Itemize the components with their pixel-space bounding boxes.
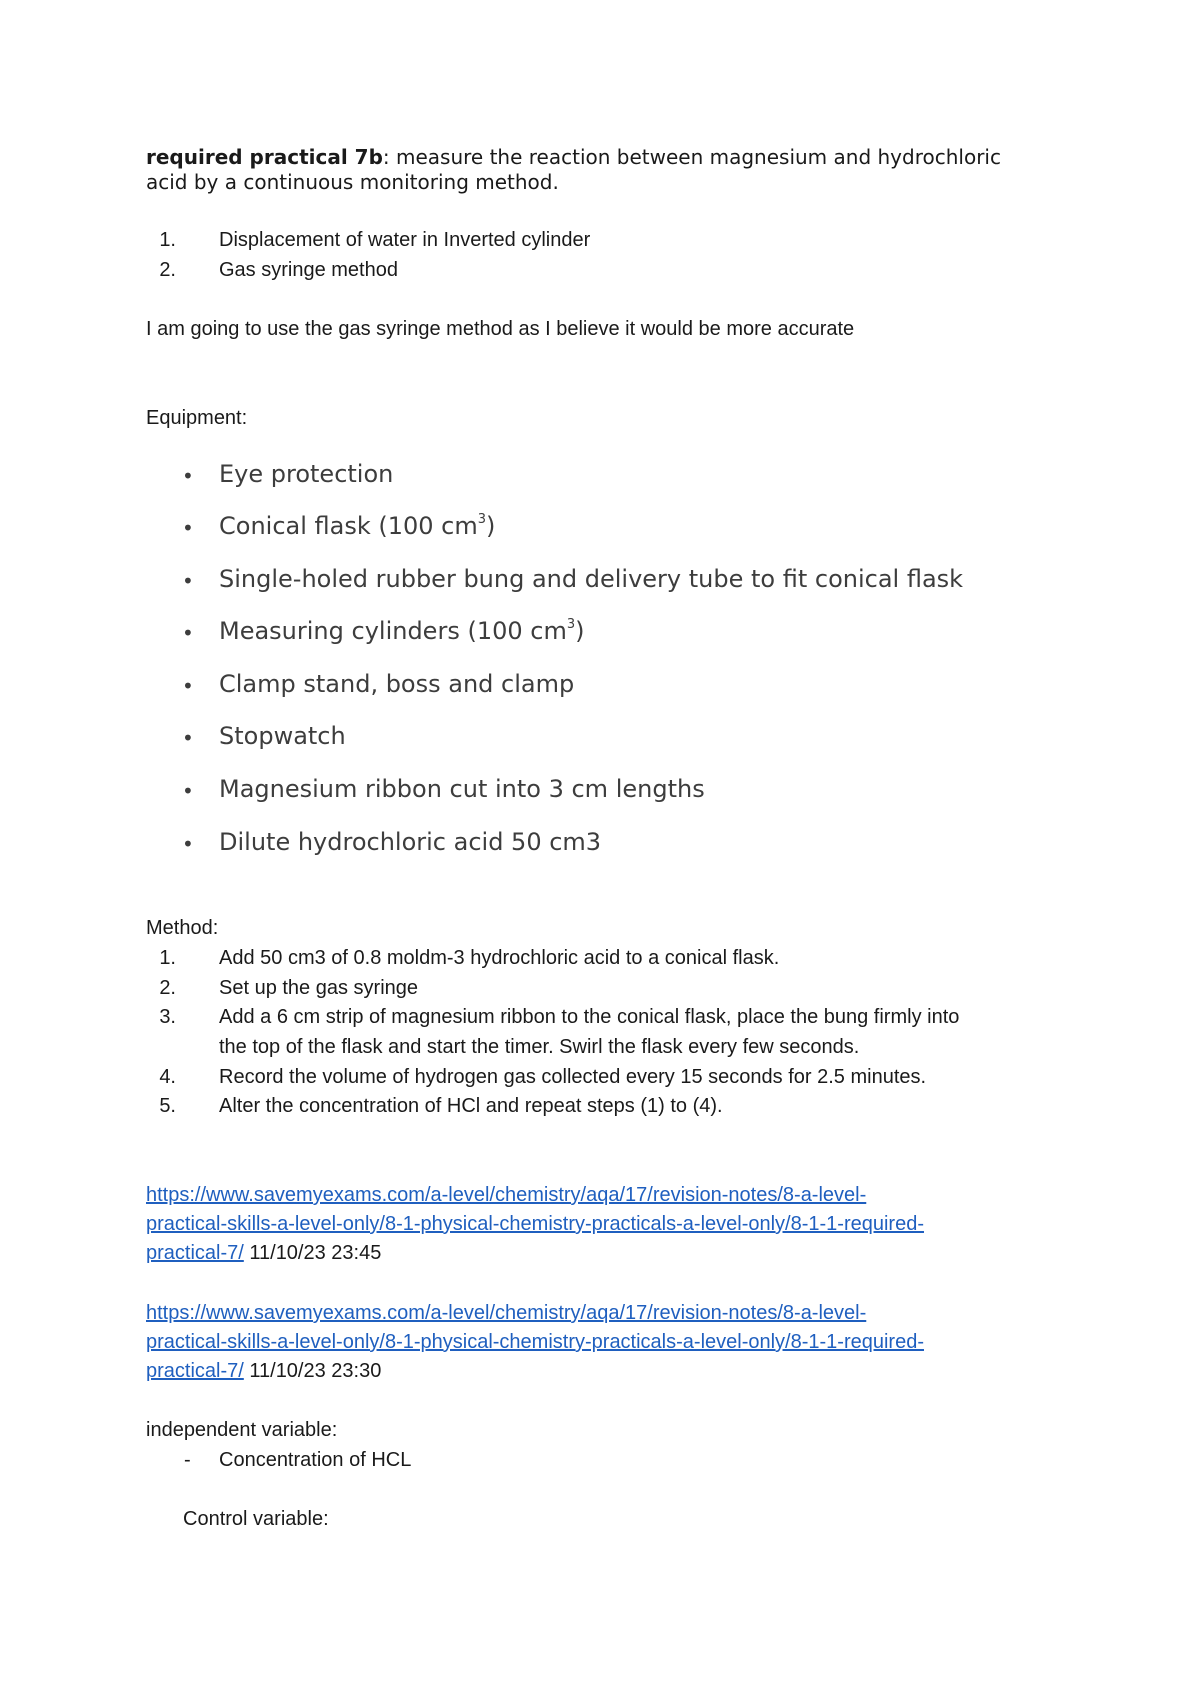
equipment-text: Measuring cylinders (100 $cm^3$) bbox=[219, 617, 585, 645]
equipment-text: Magnesium ribbon cut into 3 cm lengths bbox=[219, 775, 705, 803]
title-rest: : measure the reaction between magnesium and hydrochloric bbox=[382, 145, 1001, 169]
reference-link-line[interactable]: practical-7/ bbox=[146, 1242, 244, 1264]
step-text: Add a 6 cm strip of magnesium ribbon to the conical flask, place the bung firmly into bbox=[219, 1006, 960, 1028]
equipment-text: Single-holed rubber bung and delivery tube to fit conical flask bbox=[219, 565, 964, 593]
option-number: 1. bbox=[159, 229, 176, 251]
step-number: 1. bbox=[159, 947, 176, 969]
bullet-icon: • bbox=[182, 779, 194, 803]
step-number: 3. bbox=[159, 1006, 176, 1028]
reference-link-line[interactable]: practical-skills-a-level-only/8-1-physical-chemistry-practicals-a-level-only/8-1-1-required- bbox=[146, 1331, 924, 1353]
equipment-text: Conical flask (100 $cm^3$) bbox=[219, 512, 496, 540]
step-number: 2. bbox=[159, 977, 176, 999]
option-text: Gas syringe method bbox=[219, 259, 398, 281]
option-text: Displacement of water in Inverted cylinder bbox=[219, 229, 591, 251]
superscript: 3 bbox=[566, 617, 576, 632]
equipment-text: Stopwatch bbox=[219, 722, 346, 750]
reference-1 bbox=[146, 1181, 924, 1268]
step-text: Alter the concentration of HCl and repeat steps (1) to (4). bbox=[219, 1095, 723, 1117]
step-text: Add 50 cm3 of 0.8 moldm-3 hydrochloric acid to a conical flask. bbox=[219, 947, 780, 969]
reference-2 bbox=[146, 1299, 924, 1386]
independent-variable-label: independent variable: bbox=[146, 1419, 338, 1441]
equipment-text: Dilute hydrochloric acid 50 cm3 bbox=[219, 828, 602, 856]
bullet-icon: • bbox=[182, 674, 194, 698]
title-bold: required practical 7b bbox=[146, 145, 383, 169]
equipment-text: Clamp stand, boss and clamp bbox=[219, 670, 575, 698]
bullet-icon: • bbox=[182, 621, 194, 645]
step-number: 5. bbox=[159, 1095, 176, 1117]
step-text: the top of the flask and start the timer. Swirl the flask every few seconds. bbox=[219, 1036, 860, 1058]
independent-variable-text: Concentration of HCL bbox=[219, 1449, 412, 1471]
step-text: Set up the gas syringe bbox=[219, 977, 419, 999]
bullet-icon: • bbox=[182, 464, 194, 488]
equipment-label: Equipment: bbox=[146, 407, 248, 429]
equipment-text: Eye protection bbox=[219, 460, 394, 488]
reference-link-line[interactable]: practical-7/ bbox=[146, 1360, 244, 1382]
step-number: 4. bbox=[159, 1066, 176, 1088]
bullet-icon: • bbox=[182, 726, 194, 750]
method-label: Method: bbox=[146, 917, 219, 939]
bullet-icon: • bbox=[182, 569, 194, 593]
reference-timestamp: 11/10/23 23:30 bbox=[243, 1360, 382, 1382]
control-variable-label: Control variable: bbox=[183, 1508, 329, 1530]
reference-link-line[interactable]: https://www.savemyexams.com/a-level/chemistry/aqa/17/revision-notes/8-a-level- bbox=[146, 1184, 867, 1206]
choice-sentence: I am going to use the gas syringe method as I believe it would be more accurate bbox=[146, 318, 855, 340]
step-text: Record the volume of hydrogen gas collected every 15 seconds for 2.5 minutes. bbox=[219, 1066, 927, 1088]
reference-link-line[interactable]: https://www.savemyexams.com/a-level/chemistry/aqa/17/revision-notes/8-a-level- bbox=[146, 1302, 867, 1324]
reference-timestamp: 11/10/23 23:45 bbox=[243, 1242, 382, 1264]
reference-link-line[interactable]: practical-skills-a-level-only/8-1-physical-chemistry-practicals-a-level-only/8-1-1-required- bbox=[146, 1213, 924, 1235]
dash-icon: - bbox=[184, 1449, 191, 1471]
superscript: 3 bbox=[477, 512, 487, 527]
title-line-2: acid by a continuous monitoring method. bbox=[146, 170, 559, 194]
title-line-1 bbox=[146, 145, 1001, 170]
bullet-icon: • bbox=[182, 516, 194, 540]
bullet-icon: • bbox=[182, 832, 194, 856]
option-number: 2. bbox=[159, 259, 176, 281]
